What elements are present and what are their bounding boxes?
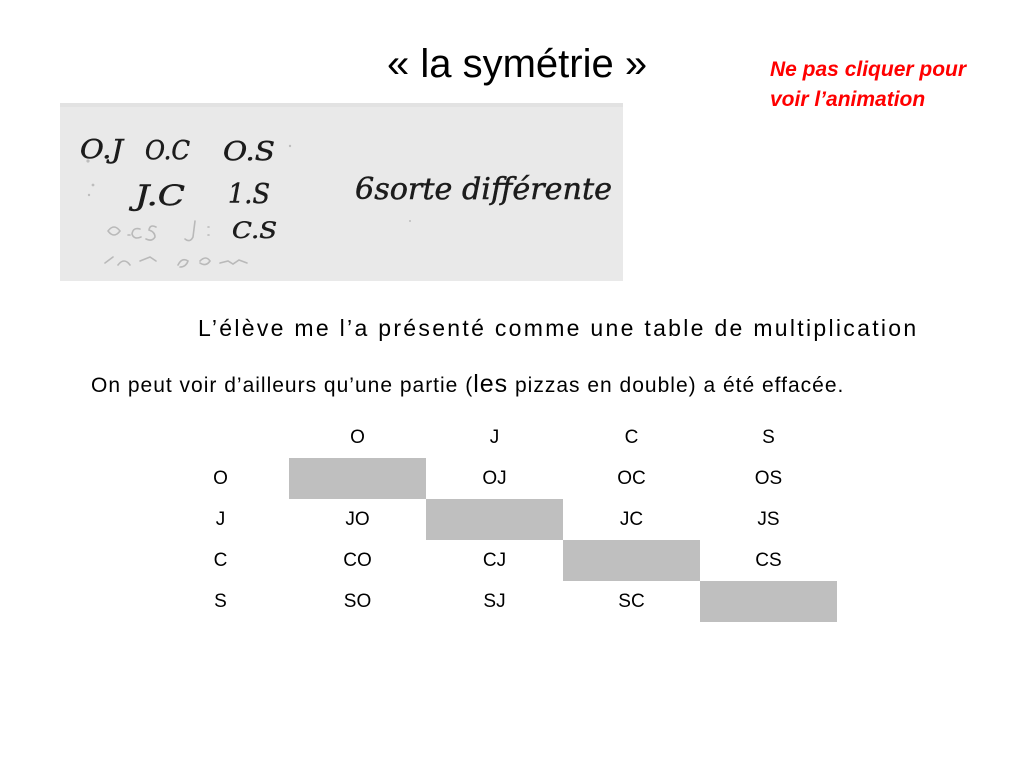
table-cell: JC xyxy=(619,508,644,530)
handwriting-drawing xyxy=(60,103,623,281)
erased-cell xyxy=(700,581,837,622)
handwritten-oj: O.J xyxy=(80,135,125,165)
table-corner-cell xyxy=(152,417,289,458)
handwritten-phrase: 6sorte différente xyxy=(355,172,612,207)
column-header: C xyxy=(624,426,639,448)
column-header: J xyxy=(489,426,500,448)
table-cell: CS xyxy=(755,549,782,571)
table-cell: CJ xyxy=(482,549,507,571)
handwritten-oc: O.C xyxy=(145,136,191,166)
table-row xyxy=(152,540,837,581)
row-header: S xyxy=(214,590,227,612)
erased-cell xyxy=(563,540,700,581)
table-cell: OC xyxy=(617,467,646,489)
table-cell: CO xyxy=(343,549,372,571)
table-cell: OS xyxy=(754,467,783,489)
handwritten-jc: J.C xyxy=(128,179,185,212)
row-header: C xyxy=(213,549,228,571)
column-header: S xyxy=(762,426,775,448)
remark-emphasis: les xyxy=(473,370,509,398)
handwritten-1s: 1.S xyxy=(228,179,270,210)
caption-text: L’élève me l’a présenté comme une table de multiplication xyxy=(198,315,919,341)
erased-cell xyxy=(289,458,426,499)
table-row xyxy=(152,458,837,499)
scan-edge-shade xyxy=(60,103,623,107)
remark-text xyxy=(91,369,844,401)
remark-after: pizzas en double) a été effacée. xyxy=(508,374,845,397)
slide-title: « la symétrie » xyxy=(387,42,648,86)
remark-before: On peut voir d’ailleurs qu’une partie ( xyxy=(91,374,474,397)
table-cell: JO xyxy=(345,508,370,530)
table-row xyxy=(152,581,837,622)
table-cell: SC xyxy=(618,590,645,612)
table-cell: JS xyxy=(757,508,780,530)
column-header: O xyxy=(350,426,365,448)
handwritten-os: O.S xyxy=(223,137,275,167)
row-header: J xyxy=(215,508,226,530)
note-line-1: Ne pas cliquer pour xyxy=(770,58,967,81)
table-row xyxy=(152,499,837,540)
animation-warning-note xyxy=(770,55,1010,115)
table-header-row xyxy=(152,417,837,458)
multiplication-table xyxy=(152,417,837,622)
table-cell: OJ xyxy=(482,467,507,489)
handwritten-scan-image xyxy=(60,103,623,281)
erased-cell xyxy=(426,499,563,540)
table-cell: SO xyxy=(343,590,372,612)
row-header: O xyxy=(213,467,228,489)
note-line-2: voir l’animation xyxy=(770,88,926,111)
handwritten-cs: C.S xyxy=(232,219,277,244)
table-cell: SJ xyxy=(483,590,506,612)
